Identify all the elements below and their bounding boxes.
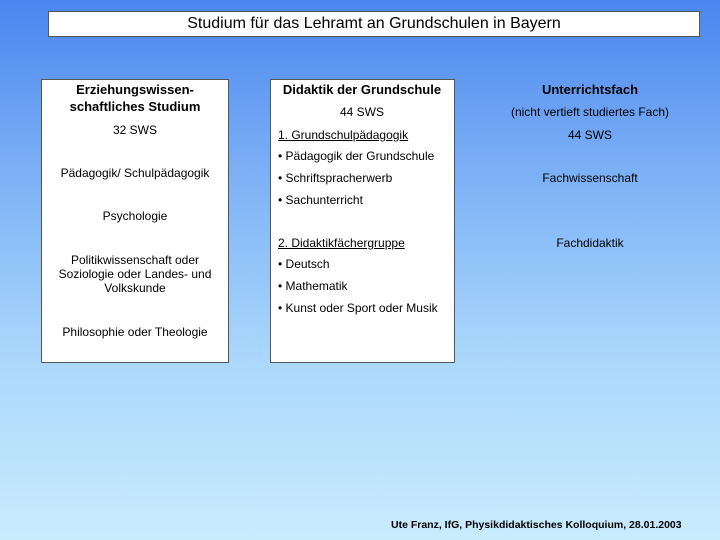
col2-group2-item-2: • Mathematik [278,279,348,293]
col1-item-politik-line3: Volkskunde [104,281,166,295]
col2-sws: 44 SWS [339,105,384,119]
col3-item-fachdidaktik: Fachdidaktik [556,236,624,250]
col3-item-fachwissenschaft: Fachwissenschaft [542,171,638,185]
col1-item-psychologie: Psychologie [102,209,168,223]
col1-item-politik-line2: Soziologie oder Landes- und [58,267,212,281]
col2-heading: Didaktik der Grundschule [282,82,442,97]
col1-sws: 32 SWS [112,123,157,137]
col1-heading-line2: schaftliches Studium [69,99,201,114]
slide-title [48,11,700,37]
col2-group2-item-3: • Kunst oder Sport oder Musik [278,301,438,315]
col3-sws: 44 SWS [567,128,612,142]
column-box-didaktik [270,79,455,363]
col2-group2-title: 2. Didaktikfächergruppe [278,236,405,250]
footer-citation: Ute Franz, IfG, Physikdidaktisches Kolloquium, 28.01.2003 [391,519,682,531]
col2-group1-item-2: • Schriftspracherwerb [278,171,393,185]
col3-subheading: (nicht vertieft studiertes Fach) [510,105,670,119]
col1-item-philosophie: Philosophie oder Theologie [62,325,208,339]
slide-title-text: Studium für das Lehramt an Grundschulen in Bayern [187,15,561,32]
col1-heading-line1: Erziehungswissen- [76,82,194,97]
col1-item-politik-line1: Politikwissenschaft oder [70,253,200,267]
col2-group1-item-3: • Sachunterricht [278,193,363,207]
col2-group1-title: 1. Grundschulpädagogik [278,128,409,142]
col1-item-paedagogik: Pädagogik/ Schulpädagogik [60,166,210,180]
col2-group2-item-1: • Deutsch [278,257,330,271]
col2-group1-item-1: • Pädagogik der Grundschule [278,149,435,163]
col3-heading: Unterrichtsfach [541,82,639,97]
